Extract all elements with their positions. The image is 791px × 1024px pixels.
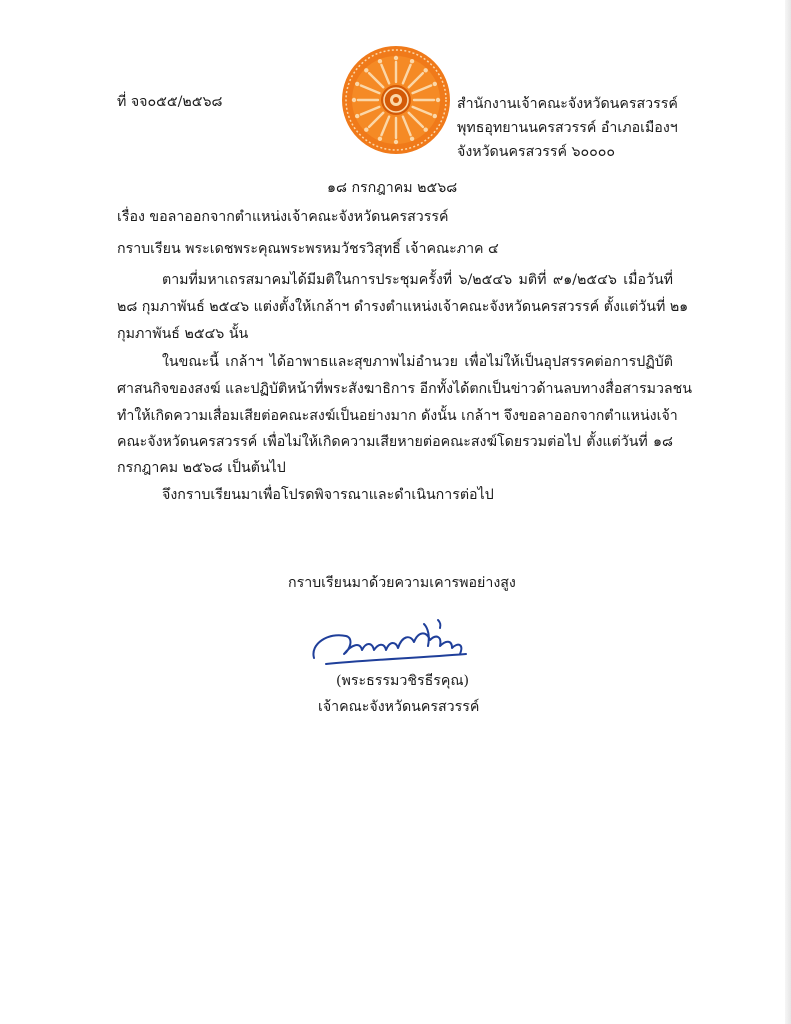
seal-dot [394,140,398,144]
seal-dot [433,114,437,118]
seal-dot [436,98,440,102]
paragraph-2-line-5: กรกฎาคม ๒๕๖๘ เป็นต้นไป [117,460,286,476]
seal-dot [364,127,368,131]
signer-name: (พระธรรมวชิรธีรคุณ) [336,673,470,689]
letter-date: ๑๘ กรกฎาคม ๒๕๖๘ [327,180,458,196]
seal-dot [378,59,382,63]
office-line-3: จังหวัดนครสวรรค์ ๖๐๐๐๐ [457,144,616,160]
office-line-2: พุทธอุทยานนครสวรรค์ อำเภอเมืองฯ [457,120,678,136]
paragraph-1-line-1: ตามที่มหาเถรสมาคมได้มีมติในการประชุมครั้งที่ ๖/๒๕๔๖ มติที่ ๙๑/๒๕๔๖ เมื่อวันที่ [162,272,673,288]
seal-dot [423,68,427,72]
paragraph-1-line-3: กุมภาพันธ์ ๒๕๔๖ นั้น [117,326,249,342]
office-line-1: สำนักงานเจ้าคณะจังหวัดนครสวรรค์ [457,96,678,112]
seal-dot [355,114,359,118]
paragraph-2-line-2: ศาสนกิจของสงฆ์ และปฏิบัติหน้าที่พระสังฆาธิการ อีกทั้งได้ตกเป็นข่าวด้านลบทางสื่อสารมวลชน [117,381,692,397]
seal-dot [410,137,414,141]
seal-dot [423,127,427,131]
office-address [457,92,678,164]
seal-dot [355,82,359,86]
paragraph-2-line-1: ในขณะนี้ เกล้าฯ ได้อาพาธและสุขภาพไม่อำนวย เพื่อไม่ให้เป็นอุปสรรคต่อการปฏิบัติ [162,354,673,370]
dharma-wheel-seal-icon [340,44,452,156]
signature-image [306,614,476,668]
signer-title: เจ้าคณะจังหวัดนครสวรรค์ [318,699,480,715]
letter-subject: เรื่อง ขอลาออกจากตำแหน่งเจ้าคณะจังหวัดนครสวรรค์ [117,209,449,225]
seal-dot [394,56,398,60]
letter-closing: จึงกราบเรียนมาเพื่อโปรดพิจารณาและดำเนินการต่อไป [162,487,494,503]
paragraph-1-line-2: ๒๘ กุมภาพันธ์ ๒๕๔๖ แต่งตั้งให้เกล้าฯ ดำรงตำแหน่งเจ้าคณะจังหวัดนครสวรรค์ ตั้งแต่วันที่ ๒๑ [117,299,689,315]
seal-dot [433,82,437,86]
letter-salutation: กราบเรียน พระเดชพระคุณพระพรหมวัชรวิสุทธิ์ เจ้าคณะภาค ๔ [117,241,499,257]
page-edge [785,0,791,1024]
seal-dot [352,98,356,102]
letter-regards: กราบเรียนมาด้วยความเคารพอย่างสูง [288,575,516,591]
document-number: ที่ จจ๐๕๕/๒๕๖๘ [117,94,223,110]
paragraph-2-line-4: คณะจังหวัดนครสวรรค์ เพื่อไม่ให้เกิดความเสียหายต่อคณะสงฆ์โดยรวมต่อไป ตั้งแต่วันที่ ๑๘ [117,434,673,450]
paragraph-2-line-3: ทำให้เกิดความเสื่อมเสียต่อคณะสงฆ์เป็นอย่างมาก ดังนั้น เกล้าฯ จึงขอลาออกจากตำแหน่งเจ้า [117,408,678,424]
seal-dot [410,59,414,63]
seal-dot [364,68,368,72]
seal-dot [378,137,382,141]
